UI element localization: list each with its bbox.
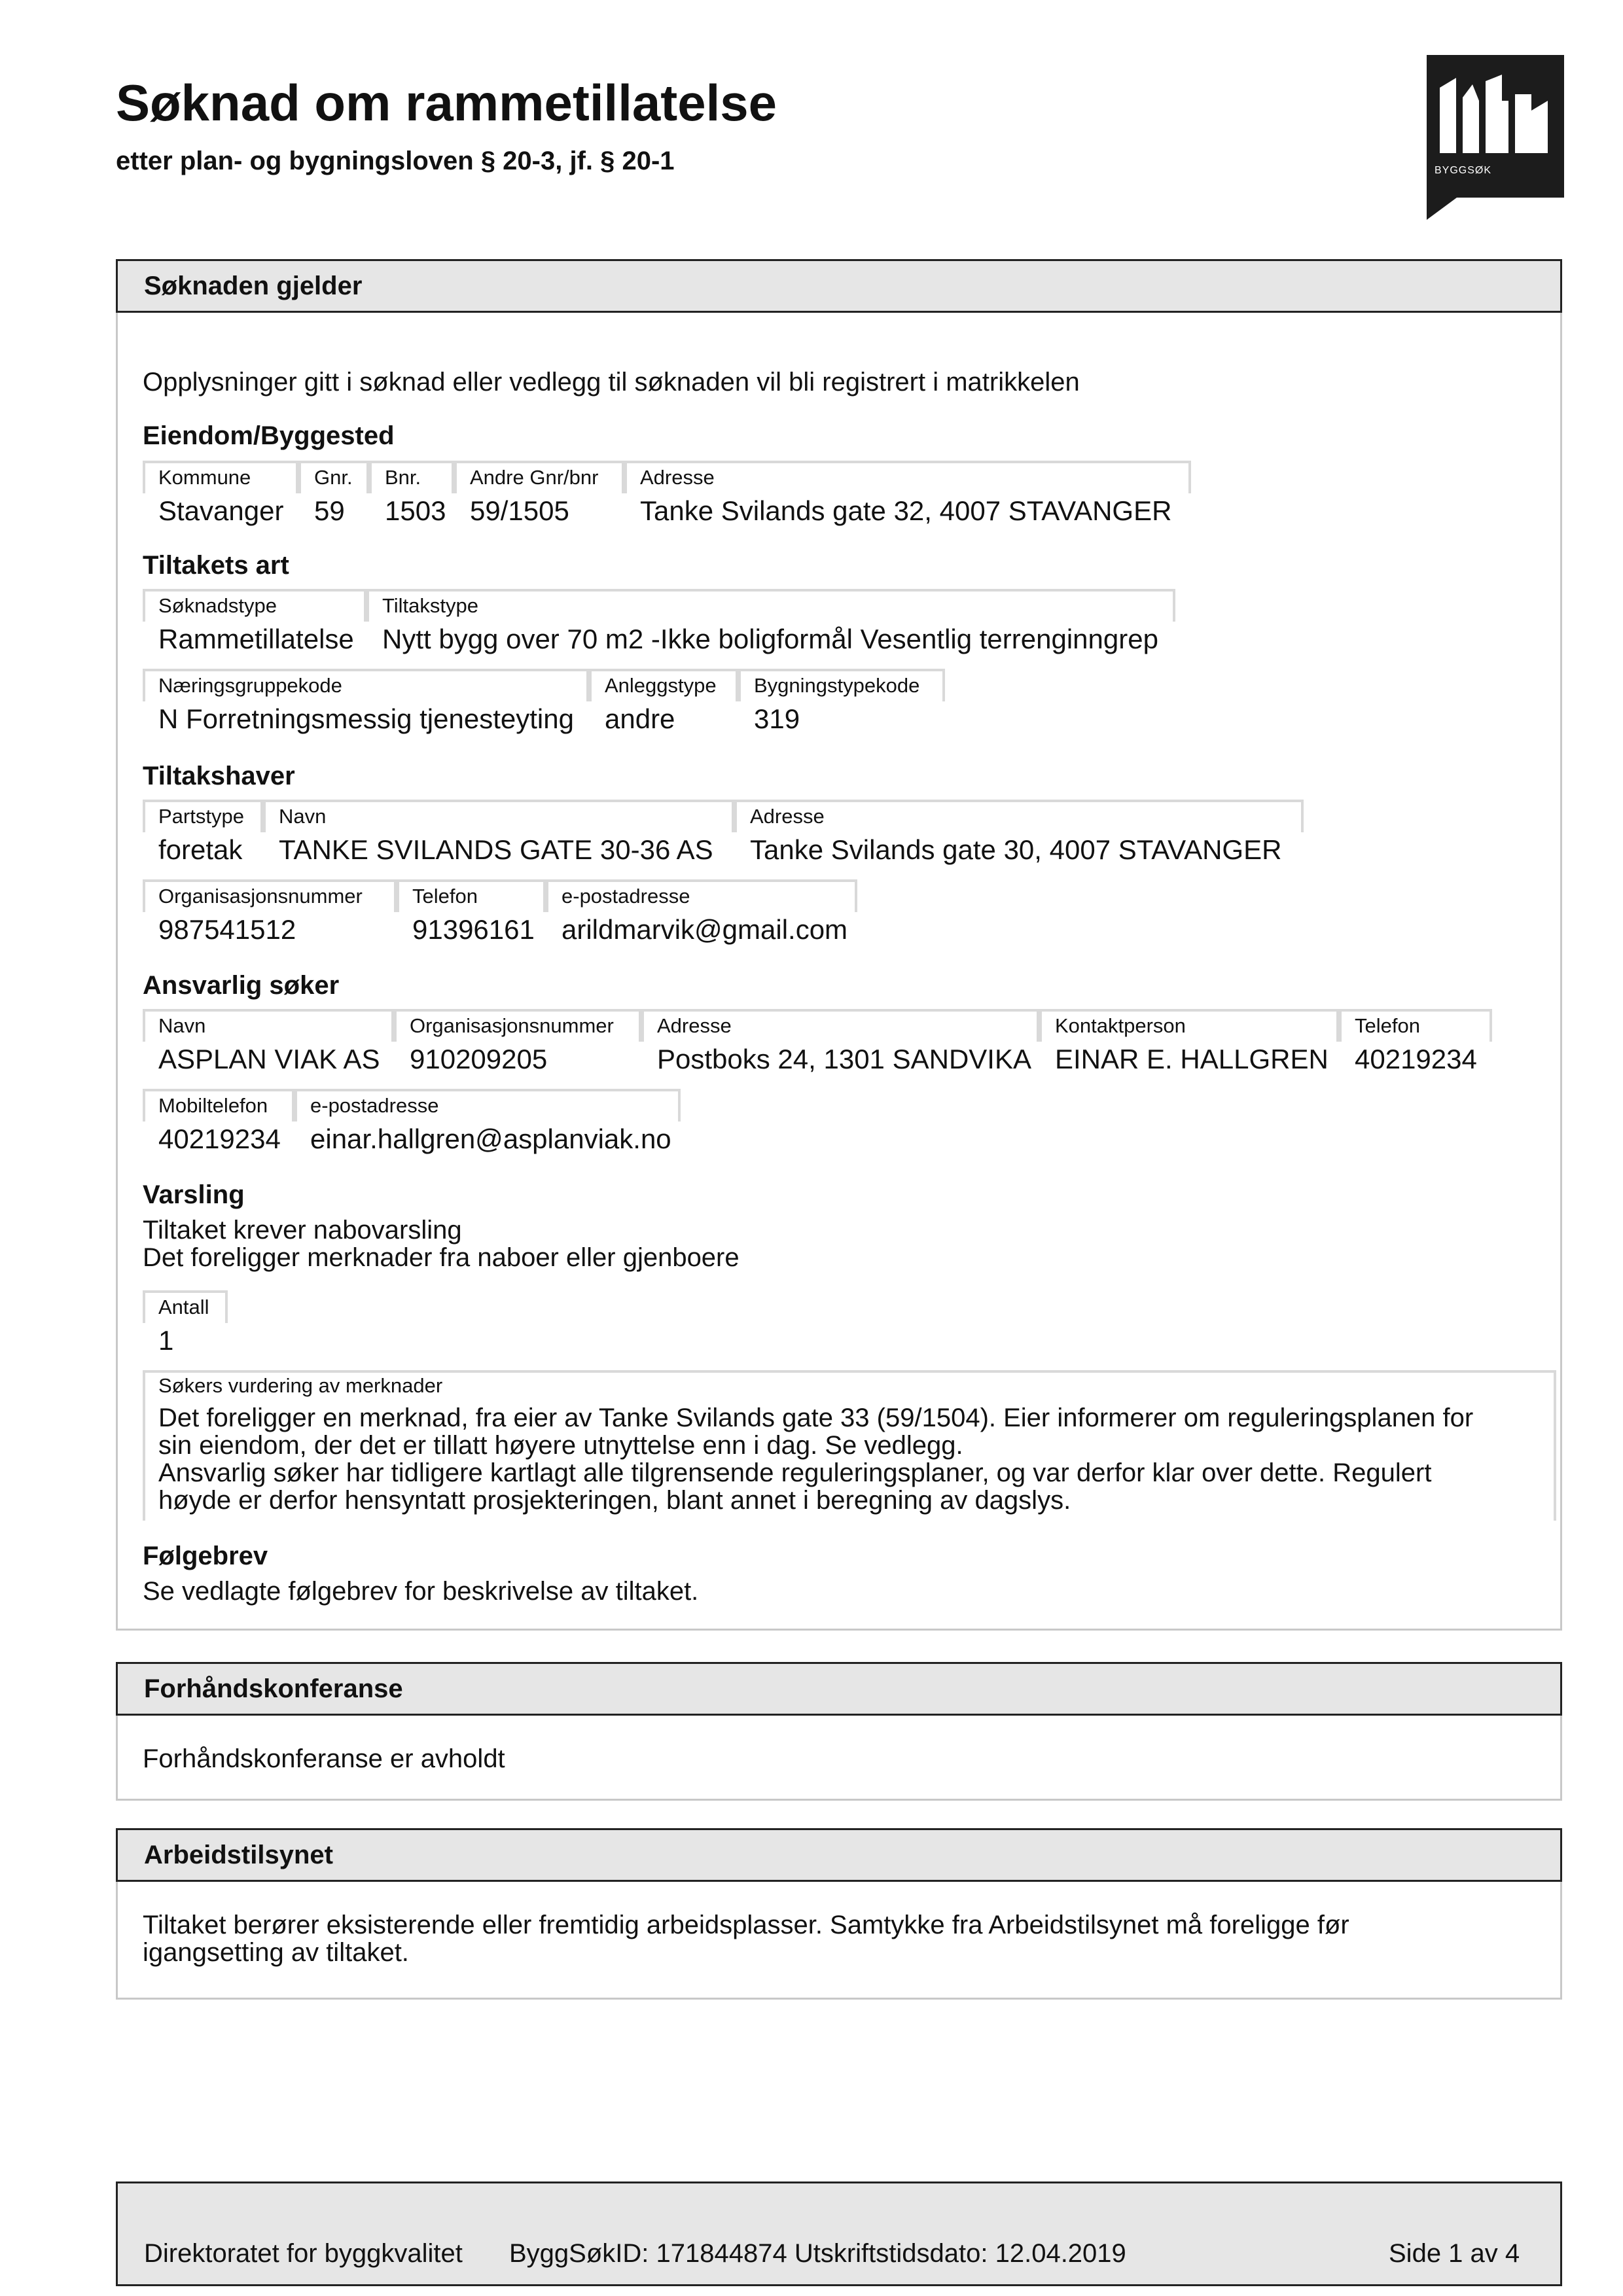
- field-partstype: Partstype foretak: [143, 800, 263, 869]
- field-tiltakshaver-epost: e-postadresse arildmarvik@gmail.com: [546, 879, 857, 949]
- field-tiltakstype: Tiltakstype Nytt bygg over 70 m2 -Ikke boligformål Vesentlig terrenginngrep: [366, 589, 1175, 658]
- folgebrev-heading: Følgebrev: [143, 1542, 268, 1570]
- field-ansvarlig-telefon: Telefon 40219234: [1339, 1009, 1492, 1078]
- page-footer: [116, 2181, 1562, 2286]
- field-tiltakshaver-orgnr: Organisasjonsnummer 987541512: [143, 879, 397, 949]
- logo-buildings-icon: [1427, 62, 1564, 160]
- ansvarlig-heading: Ansvarlig søker: [143, 971, 340, 1000]
- field-ansvarlig-navn: Navn ASPLAN VIAK AS: [143, 1009, 394, 1078]
- intro-text: Opplysninger gitt i søknad eller vedlegg til søknaden vil bli registrert i matrikkelen: [143, 368, 1080, 397]
- section-heading-forhandskonferanse: Forhåndskonferanse: [116, 1662, 1562, 1716]
- field-tiltakshaver-telefon: Telefon 91396161: [397, 879, 546, 949]
- tiltak-heading: Tiltakets art: [143, 551, 289, 580]
- field-soknadstype: Søknadstype Rammetillatelse: [143, 589, 366, 658]
- footer-page-number: Side 1 av 4: [1389, 2239, 1520, 2268]
- field-kommune: Kommune Stavanger: [143, 461, 298, 530]
- page-title: Søknad om rammetillatelse: [116, 74, 777, 132]
- field-sokers-vurdering: Søkers vurdering av merknader Det foreligger en merknad, fra eier av Tanke Svilands gate 33 (59/1504). Eier informerer om reguleringsplanen for sin eiendom, der det er tillatt høyere utnyttelse enn i dag. Se vedlegg. Ansvarlig søker har tidligere kartlagt alle tilgrensende reguleringsplaner, og var derfor klar over dette. Regulert høyde er derfor hensyntatt prosjekteringen, blant annet i beregning av dagslys.: [143, 1370, 1556, 1521]
- arbeidstilsynet-line2: igangsetting av tiltaket.: [143, 1938, 409, 1967]
- arbeidstilsynet-line1: Tiltaket berører eksisterende eller fremtidig arbeidsplasser. Samtykke fra Arbeidstilsynet må foreligge før: [143, 1911, 1349, 1939]
- varsling-line2: Det foreligger merknader fra naboer eller gjenboere: [143, 1243, 740, 1272]
- field-adresse-eiendom: Adresse Tanke Svilands gate 32, 4007 STAVANGER: [624, 461, 1191, 530]
- section-heading-arbeidstilsynet: Arbeidstilsynet: [116, 1828, 1562, 1882]
- field-naeringsgruppekode: Næringsgruppekode N Forretningsmessig tjenesteyting: [143, 669, 589, 738]
- logo-text: BYGGSØK: [1435, 165, 1492, 176]
- field-ansvarlig-kontaktperson: Kontaktperson EINAR E. HALLGREN: [1039, 1009, 1339, 1078]
- forhandskonferanse-text: Forhåndskonferanse er avholdt: [143, 1744, 505, 1773]
- logo-flag: [1427, 198, 1457, 220]
- field-anleggstype: Anleggstype andre: [589, 669, 738, 738]
- page-subtitle: etter plan- og bygningsloven § 20-3, jf. § 20-1: [116, 147, 675, 175]
- footer-byggsok-id: ByggSøkID: 171844874 Utskriftstidsdato: 12.04.2019: [509, 2239, 1126, 2268]
- field-tiltakshaver-adresse: Adresse Tanke Svilands gate 30, 4007 STAVANGER: [734, 800, 1304, 869]
- field-ansvarlig-epost: e-postadresse einar.hallgren@asplanviak.no: [294, 1089, 681, 1158]
- varsling-line1: Tiltaket krever nabovarsling: [143, 1216, 462, 1245]
- tiltakshaver-heading: Tiltakshaver: [143, 762, 295, 790]
- field-bygningstypekode: Bygningstypekode 319: [738, 669, 945, 738]
- folgebrev-text: Se vedlagte følgebrev for beskrivelse av tiltaket.: [143, 1577, 699, 1606]
- field-ansvarlig-adresse: Adresse Postboks 24, 1301 SANDVIKA: [641, 1009, 1039, 1078]
- field-ansvarlig-orgnr: Organisasjonsnummer 910209205: [394, 1009, 641, 1078]
- field-ansvarlig-mobil: Mobiltelefon 40219234: [143, 1089, 294, 1158]
- section-heading-soknaden: Søknaden gjelder: [116, 259, 1562, 313]
- varsling-heading: Varsling: [143, 1180, 245, 1209]
- field-tiltakshaver-navn: Navn TANKE SVILANDS GATE 30-36 AS: [263, 800, 734, 869]
- byggsok-logo: [1427, 55, 1564, 198]
- field-gnr: Gnr. 59: [298, 461, 369, 530]
- field-bnr: Bnr. 1503: [369, 461, 454, 530]
- eiendom-heading: Eiendom/Byggested: [143, 421, 395, 450]
- field-andre-gnr-bnr: Andre Gnr/bnr 59/1505: [454, 461, 624, 530]
- field-antall: Antall 1: [143, 1290, 228, 1360]
- footer-org: Direktoratet for byggkvalitet: [144, 2239, 463, 2268]
